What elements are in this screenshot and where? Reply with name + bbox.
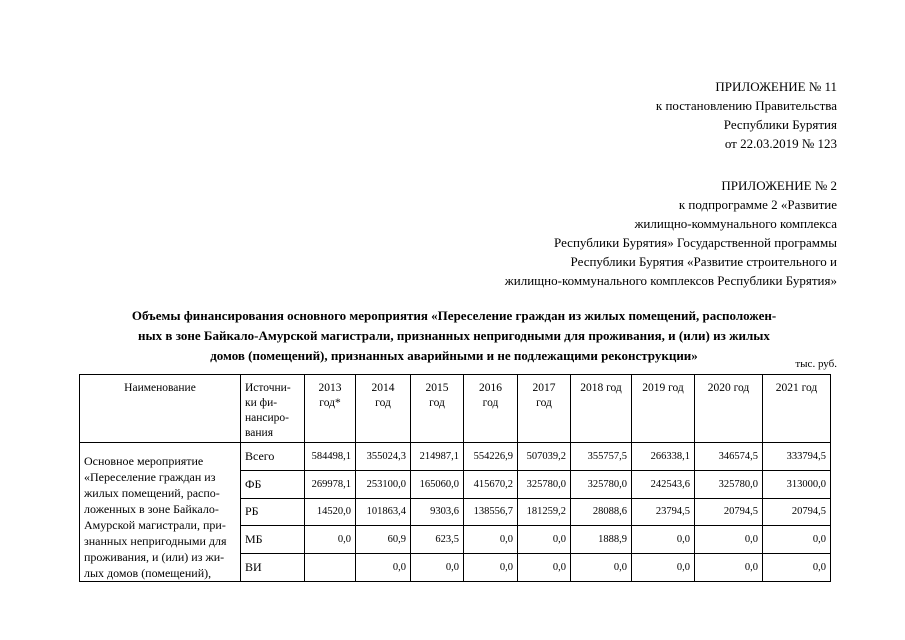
value-cell: 415670,2 (464, 470, 518, 498)
header-year-2013: 2013 год* (305, 375, 356, 443)
appendix-line: жилищно-коммунального комплекса (634, 216, 837, 231)
value-cell: 0,0 (411, 554, 464, 582)
appendix-line: Республики Бурятия» Государственной программы (554, 235, 837, 250)
source-cell: ВИ (241, 554, 305, 582)
value-cell: 0,0 (695, 526, 763, 554)
value-cell: 355024,3 (356, 443, 411, 471)
value-cell: 242543,6 (632, 470, 695, 498)
value-cell: 165060,0 (411, 470, 464, 498)
value-cell: 20794,5 (695, 498, 763, 526)
value-cell: 0,0 (763, 526, 831, 554)
appendix-title: ПРИЛОЖЕНИЕ № 11 (715, 79, 837, 94)
appendix-2-header (505, 176, 837, 290)
value-cell: 554226,9 (464, 443, 518, 471)
value-cell: 101863,4 (356, 498, 411, 526)
value-cell: 28088,6 (571, 498, 632, 526)
value-cell: 0,0 (356, 554, 411, 582)
header-year-2014: 2014 год (356, 375, 411, 443)
value-cell: 0,0 (571, 554, 632, 582)
value-cell: 0,0 (632, 526, 695, 554)
value-cell: 9303,6 (411, 498, 464, 526)
value-cell: 0,0 (632, 554, 695, 582)
source-cell: МБ (241, 526, 305, 554)
appendix-line: жилищно-коммунального комплексов Республики Бурятия» (504, 273, 837, 288)
header-year-2017: 2017 год (518, 375, 571, 443)
header-year-2016: 2016 год (464, 375, 518, 443)
measure-name-cell: Основное мероприятие «Переселение граждан из жилых помещений, распо- ложенных в зоне Байкало- Амурской магистрали, при- знанных непригодными для проживания, и (или) из жи- лых домов (помещений), (80, 443, 241, 582)
value-cell: 0,0 (763, 554, 831, 582)
title-line: домов (помещений), признанных аварийными и не подлежащими реконструкции» (210, 348, 698, 363)
value-cell: 325780,0 (518, 470, 571, 498)
appendix-line: Республики Бурятия «Развитие строительного и (570, 254, 837, 269)
value-cell: 333794,5 (763, 443, 831, 471)
value-cell: 0,0 (518, 554, 571, 582)
appendix-11-header (656, 77, 837, 153)
value-cell: 325780,0 (695, 470, 763, 498)
header-year-2019: 2019 год (632, 375, 695, 443)
header-year-2015: 2015 год (411, 375, 464, 443)
value-cell: 584498,1 (305, 443, 356, 471)
value-cell: 0,0 (518, 526, 571, 554)
title-line: ных в зоне Байкало-Амурской магистрали, признанных непригодными для проживания, и (или) из жилых (138, 328, 770, 343)
value-cell: 355757,5 (571, 443, 632, 471)
header-year-2018: 2018 год (571, 375, 632, 443)
value-cell: 14520,0 (305, 498, 356, 526)
table-row (80, 443, 831, 471)
value-cell: 0,0 (464, 526, 518, 554)
value-cell: 346574,5 (695, 443, 763, 471)
document-title (70, 306, 838, 366)
value-cell: 60,9 (356, 526, 411, 554)
value-cell: 20794,5 (763, 498, 831, 526)
value-cell: 214987,1 (411, 443, 464, 471)
source-cell: РБ (241, 498, 305, 526)
header-name: Наименование (80, 375, 241, 443)
value-cell: 269978,1 (305, 470, 356, 498)
value-cell: 253100,0 (356, 470, 411, 498)
appendix-date: от 22.03.2019 № 123 (724, 136, 837, 151)
value-cell: 313000,0 (763, 470, 831, 498)
header-year-2021: 2021 год (763, 375, 831, 443)
appendix-line: к подпрограмме 2 «Развитие (678, 197, 837, 212)
value-cell: 507039,2 (518, 443, 571, 471)
value-cell: 0,0 (695, 554, 763, 582)
value-cell: 23794,5 (632, 498, 695, 526)
financing-table (79, 374, 831, 582)
appendix-line: Республики Бурятия (723, 117, 837, 132)
value-cell (305, 554, 356, 582)
source-cell: ФБ (241, 470, 305, 498)
title-line: Объемы финансирования основного мероприятия «Переселение граждан из жилых помещений, расположен- (131, 308, 777, 323)
value-cell: 325780,0 (571, 470, 632, 498)
value-cell: 623,5 (411, 526, 464, 554)
source-cell: Всего (241, 443, 305, 471)
appendix-title: ПРИЛОЖЕНИЕ № 2 (721, 178, 837, 193)
header-source: Источни- ки фи- нансиро- вания (241, 375, 305, 443)
units-label: тыс. руб. (795, 358, 837, 370)
header-year-2020: 2020 год (695, 375, 763, 443)
table-header-row (80, 375, 831, 443)
value-cell: 1888,9 (571, 526, 632, 554)
value-cell: 266338,1 (632, 443, 695, 471)
value-cell: 181259,2 (518, 498, 571, 526)
value-cell: 0,0 (464, 554, 518, 582)
value-cell: 0,0 (305, 526, 356, 554)
appendix-line: к постановлению Правительства (655, 98, 837, 113)
value-cell: 138556,7 (464, 498, 518, 526)
